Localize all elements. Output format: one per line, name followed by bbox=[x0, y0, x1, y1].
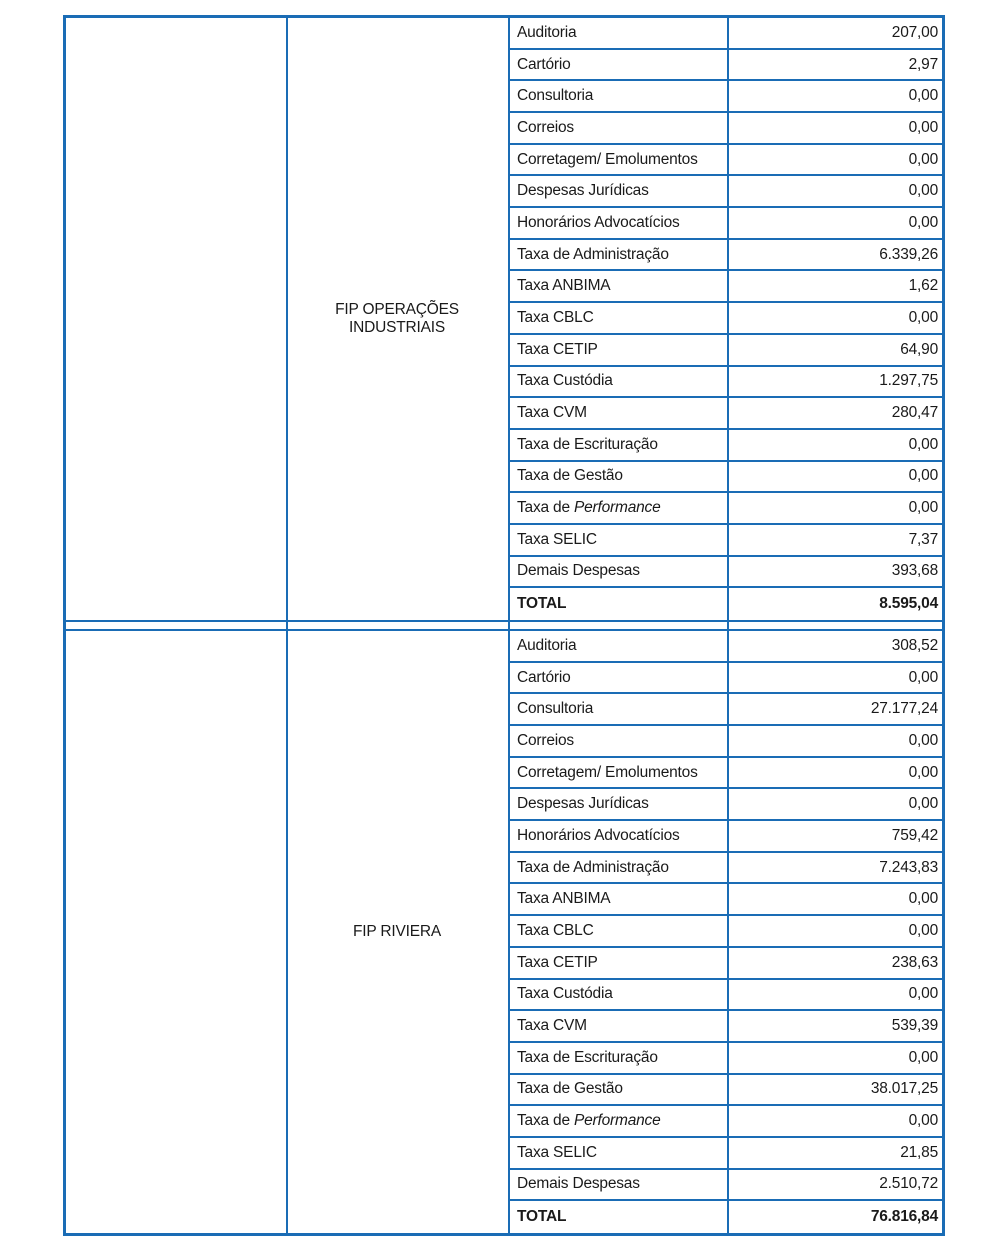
expense-value: 1.297,75 bbox=[879, 372, 938, 390]
fund-name-cell bbox=[286, 631, 508, 1233]
expense-label-text: Cartório bbox=[517, 668, 571, 686]
expense-value: 280,47 bbox=[891, 404, 938, 422]
expense-label bbox=[508, 827, 727, 845]
expense-label bbox=[508, 890, 727, 908]
expense-label bbox=[508, 985, 727, 1003]
expense-label-text: Auditoria bbox=[517, 23, 577, 41]
expense-label-text: Taxa CBLC bbox=[517, 308, 594, 326]
expense-label-text: Demais Despesas bbox=[517, 562, 640, 580]
expense-label bbox=[508, 1175, 727, 1193]
expense-label bbox=[508, 562, 727, 580]
expense-value: 0,00 bbox=[908, 182, 938, 200]
expense-label bbox=[508, 732, 727, 750]
expense-value: 0,00 bbox=[908, 150, 938, 168]
expense-value: 21,85 bbox=[900, 1143, 938, 1161]
expense-label bbox=[508, 954, 727, 972]
expense-value: 0,00 bbox=[908, 795, 938, 813]
empty-cell bbox=[63, 18, 286, 620]
expense-label-text: Taxa de Gestão bbox=[517, 1080, 623, 1098]
expense-label bbox=[508, 1144, 727, 1162]
expense-label-text: Corretagem/ Emolumentos bbox=[517, 763, 698, 781]
expense-label bbox=[508, 119, 727, 137]
expense-value: 38.017,25 bbox=[870, 1080, 938, 1098]
expense-value: 64,90 bbox=[900, 340, 938, 358]
expense-label bbox=[508, 436, 727, 454]
expense-label-text: Honorários Advocatícios bbox=[517, 826, 680, 844]
expense-label bbox=[508, 859, 727, 877]
expense-label-text: Taxa de bbox=[517, 499, 574, 517]
expense-value: 0,00 bbox=[908, 499, 938, 517]
expense-label-text: Taxa CBLC bbox=[517, 921, 594, 939]
empty-cell bbox=[63, 631, 286, 1233]
expense-label bbox=[508, 637, 727, 655]
expense-label bbox=[508, 764, 727, 782]
table-left-border bbox=[63, 15, 66, 1236]
expense-value: 308,52 bbox=[891, 636, 938, 654]
expense-label-text: Taxa CVM bbox=[517, 404, 587, 422]
fund-section bbox=[63, 629, 945, 1236]
expense-label-text: Taxa de bbox=[517, 1112, 574, 1130]
expense-label bbox=[508, 404, 727, 422]
expense-label bbox=[508, 1112, 727, 1130]
expense-value: 238,63 bbox=[891, 953, 938, 971]
expense-label-text: Taxa CETIP bbox=[517, 340, 598, 358]
fund-expenses-table bbox=[63, 15, 945, 1236]
table-right-border bbox=[942, 15, 945, 1236]
expense-value: 207,00 bbox=[891, 23, 938, 41]
expense-value: 0,00 bbox=[908, 668, 938, 686]
expense-value: 27.177,24 bbox=[870, 700, 938, 718]
expense-label-text: Taxa ANBIMA bbox=[517, 277, 611, 295]
expense-value: 1,62 bbox=[908, 277, 938, 295]
expense-value: 6.339,26 bbox=[879, 245, 938, 263]
expense-label bbox=[508, 24, 727, 42]
expense-label-text: Taxa CVM bbox=[517, 1017, 587, 1035]
expense-label bbox=[508, 56, 727, 74]
expense-value: 0,00 bbox=[908, 308, 938, 326]
expense-label-text: Taxa Custódia bbox=[517, 372, 613, 390]
expense-label-text: Correios bbox=[517, 118, 574, 136]
fund-name-cell bbox=[286, 18, 508, 620]
expense-value: 393,68 bbox=[891, 562, 938, 580]
expense-value: 0,00 bbox=[908, 213, 938, 231]
expense-label bbox=[508, 372, 727, 390]
expense-label-text: Despesas Jurídicas bbox=[517, 795, 649, 813]
expense-label bbox=[508, 246, 727, 264]
expense-value: 0,00 bbox=[908, 731, 938, 749]
expense-value: 7.243,83 bbox=[879, 858, 938, 876]
expense-value: 7,37 bbox=[908, 530, 938, 548]
expense-label bbox=[508, 214, 727, 232]
expense-label-text: Despesas Jurídicas bbox=[517, 182, 649, 200]
expense-label bbox=[508, 467, 727, 485]
expense-value: 0,00 bbox=[908, 921, 938, 939]
expense-value: 0,00 bbox=[908, 1048, 938, 1066]
expense-label bbox=[508, 1049, 727, 1067]
column-divider-1 bbox=[286, 15, 288, 1236]
expense-label-text: Taxa de Gestão bbox=[517, 467, 623, 485]
expense-value: 759,42 bbox=[891, 826, 938, 844]
expense-label-text: Taxa de Escrituração bbox=[517, 1048, 658, 1066]
expense-value: 0,00 bbox=[908, 890, 938, 908]
expense-label-italic: Performance bbox=[574, 499, 661, 517]
expense-value: 0,00 bbox=[908, 1112, 938, 1130]
expense-label-text: Honorários Advocatícios bbox=[517, 213, 680, 231]
expense-value: 2.510,72 bbox=[879, 1175, 938, 1193]
expense-label-text: Taxa SELIC bbox=[517, 530, 597, 548]
expense-label bbox=[508, 1208, 727, 1226]
expense-value: 8.595,04 bbox=[879, 595, 938, 613]
expense-value: 0,00 bbox=[908, 435, 938, 453]
expense-label bbox=[508, 182, 727, 200]
expense-label-text: Taxa de Administração bbox=[517, 858, 669, 876]
expense-label-text: Taxa de Escrituração bbox=[517, 435, 658, 453]
expense-label-text: Taxa CETIP bbox=[517, 953, 598, 971]
expense-label bbox=[508, 922, 727, 940]
expense-label bbox=[508, 1017, 727, 1035]
fund-section bbox=[63, 15, 945, 622]
expense-label-text: Consultoria bbox=[517, 87, 594, 105]
expense-label-italic: Performance bbox=[574, 1112, 661, 1130]
expense-label bbox=[508, 341, 727, 359]
expense-label bbox=[508, 1080, 727, 1098]
expense-label-text: TOTAL bbox=[517, 1208, 567, 1226]
expense-value: 0,00 bbox=[908, 763, 938, 781]
expense-value: 0,00 bbox=[908, 118, 938, 136]
expense-label-text: Cartório bbox=[517, 55, 571, 73]
expense-label-text: Taxa SELIC bbox=[517, 1143, 597, 1161]
expense-label bbox=[508, 669, 727, 687]
expense-label bbox=[508, 531, 727, 549]
expense-label-text: Consultoria bbox=[517, 700, 594, 718]
expense-value: 76.816,84 bbox=[870, 1208, 938, 1226]
expense-label bbox=[508, 795, 727, 813]
fund-name: FIP OPERAÇÕES INDUSTRIAIS bbox=[335, 301, 459, 336]
expense-value: 0,00 bbox=[908, 467, 938, 485]
expense-label-text: Taxa ANBIMA bbox=[517, 890, 611, 908]
expense-label-text: Demais Despesas bbox=[517, 1175, 640, 1193]
expense-value: 2,97 bbox=[908, 55, 938, 73]
fund-name: FIP RIVIERA bbox=[353, 923, 441, 940]
expense-label-text: Correios bbox=[517, 731, 574, 749]
expense-label-text: Taxa de Administração bbox=[517, 245, 669, 263]
expense-label bbox=[508, 309, 727, 327]
expense-label bbox=[508, 700, 727, 718]
expense-label-text: Corretagem/ Emolumentos bbox=[517, 150, 698, 168]
expense-label bbox=[508, 151, 727, 169]
expense-value: 539,39 bbox=[891, 1017, 938, 1035]
column-divider-2 bbox=[508, 15, 510, 1236]
expense-label-text: Auditoria bbox=[517, 636, 577, 654]
expense-label bbox=[508, 87, 727, 105]
expense-label-text: TOTAL bbox=[517, 595, 567, 613]
expense-value: 0,00 bbox=[908, 985, 938, 1003]
expense-value: 0,00 bbox=[908, 87, 938, 105]
expense-label bbox=[508, 595, 727, 613]
expense-label-text: Taxa Custódia bbox=[517, 985, 613, 1003]
expense-label bbox=[508, 499, 727, 517]
table-sections bbox=[63, 15, 945, 1236]
column-divider-3 bbox=[727, 15, 729, 1236]
expense-label bbox=[508, 277, 727, 295]
